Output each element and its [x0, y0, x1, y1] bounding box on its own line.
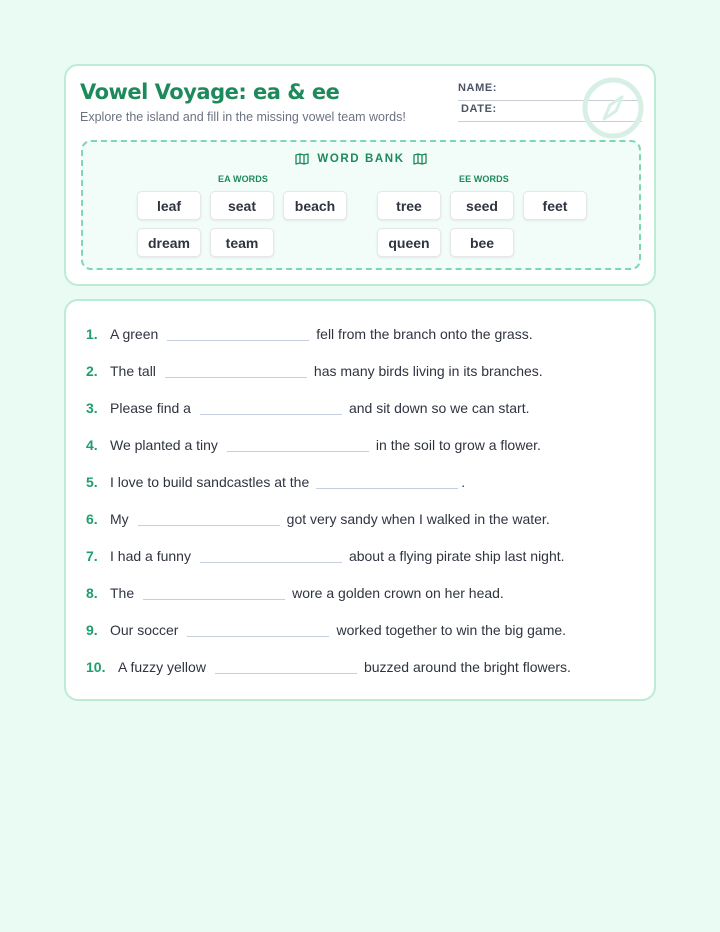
answer-blank[interactable]	[200, 549, 342, 563]
question-text-before: A fuzzy yellow	[118, 659, 206, 675]
name-label: NAME:	[458, 82, 498, 94]
question-number: 3.	[86, 400, 98, 416]
question-number: 6.	[86, 511, 98, 527]
question-text-before: The	[110, 585, 135, 601]
question-text-after: got very sandy when I walked in the water.	[286, 511, 550, 527]
question-text-before: My	[110, 511, 129, 527]
question-row	[66, 508, 654, 530]
word-chip-ea[interactable]: beach	[283, 191, 347, 220]
question-text-before: I love to build sandcastles at the	[110, 474, 310, 490]
map-icon	[295, 153, 309, 165]
word-chip-ee[interactable]: bee	[450, 228, 514, 257]
question-text-before: A green	[110, 326, 159, 342]
answer-blank[interactable]	[316, 475, 458, 489]
question-text-before: I had a funny	[110, 548, 191, 564]
question-row	[66, 434, 654, 456]
question-text-after: and sit down so we can start.	[348, 400, 530, 416]
question-number: 10.	[86, 659, 106, 675]
word-bank-heading	[83, 153, 639, 165]
answer-blank[interactable]	[167, 327, 309, 341]
worksheet-title: Vowel Voyage: ea & ee	[80, 80, 340, 104]
question-text-before: Please find a	[110, 400, 191, 416]
word-chip-ea[interactable]: team	[210, 228, 274, 257]
ea-words-label: EA WORDS	[218, 174, 268, 184]
question-text-after: .	[461, 474, 466, 490]
answer-blank[interactable]	[187, 623, 329, 637]
question-text-after: in the soil to grow a flower.	[375, 437, 541, 453]
answer-blank[interactable]	[165, 364, 307, 378]
question-text-after: has many birds living in its branches.	[313, 363, 543, 379]
question-text-after: worked together to win the big game.	[336, 622, 567, 638]
question-row	[66, 545, 654, 567]
word-chip-ea[interactable]: seat	[210, 191, 274, 220]
word-bank-title: WORD BANK	[317, 153, 405, 165]
compass-icon	[581, 76, 645, 140]
question-row	[66, 360, 654, 382]
question-number: 1.	[86, 326, 98, 342]
word-chip-ee[interactable]: tree	[377, 191, 441, 220]
question-text-before: We planted a tiny	[110, 437, 218, 453]
question-row	[66, 471, 654, 493]
ee-words-label: EE WORDS	[459, 174, 509, 184]
word-chip-ee[interactable]: seed	[450, 191, 514, 220]
question-row	[66, 323, 654, 345]
question-row	[66, 397, 654, 419]
question-text-after: about a flying pirate ship last night.	[348, 548, 565, 564]
word-bank	[81, 140, 641, 270]
question-row	[66, 619, 654, 641]
question-text-after: fell from the branch onto the grass.	[316, 326, 533, 342]
question-number: 2.	[86, 363, 98, 379]
word-chip-ea[interactable]: dream	[137, 228, 201, 257]
question-number: 4.	[86, 437, 98, 453]
worksheet-subtitle: Explore the island and fill in the missing vowel team words!	[80, 110, 406, 124]
answer-blank[interactable]	[143, 586, 285, 600]
worksheet-header	[64, 64, 656, 286]
map-icon	[413, 153, 427, 165]
question-number: 9.	[86, 622, 98, 638]
answer-blank[interactable]	[200, 401, 342, 415]
answer-blank[interactable]	[138, 512, 280, 526]
answer-blank[interactable]	[215, 660, 357, 674]
question-row	[66, 656, 654, 678]
question-number: 5.	[86, 474, 98, 490]
question-text-before: Our soccer	[110, 622, 179, 638]
date-label: DATE:	[461, 103, 497, 115]
word-chip-ea[interactable]: leaf	[137, 191, 201, 220]
word-chip-ee[interactable]: queen	[377, 228, 441, 257]
answer-blank[interactable]	[227, 438, 369, 452]
question-number: 7.	[86, 548, 98, 564]
question-text-before: The tall	[110, 363, 156, 379]
question-text-after: buzzed around the bright flowers.	[363, 659, 571, 675]
question-text-after: wore a golden crown on her head.	[292, 585, 504, 601]
question-number: 8.	[86, 585, 98, 601]
question-row	[66, 582, 654, 604]
questions-card	[64, 299, 656, 701]
word-chip-ee[interactable]: feet	[523, 191, 587, 220]
